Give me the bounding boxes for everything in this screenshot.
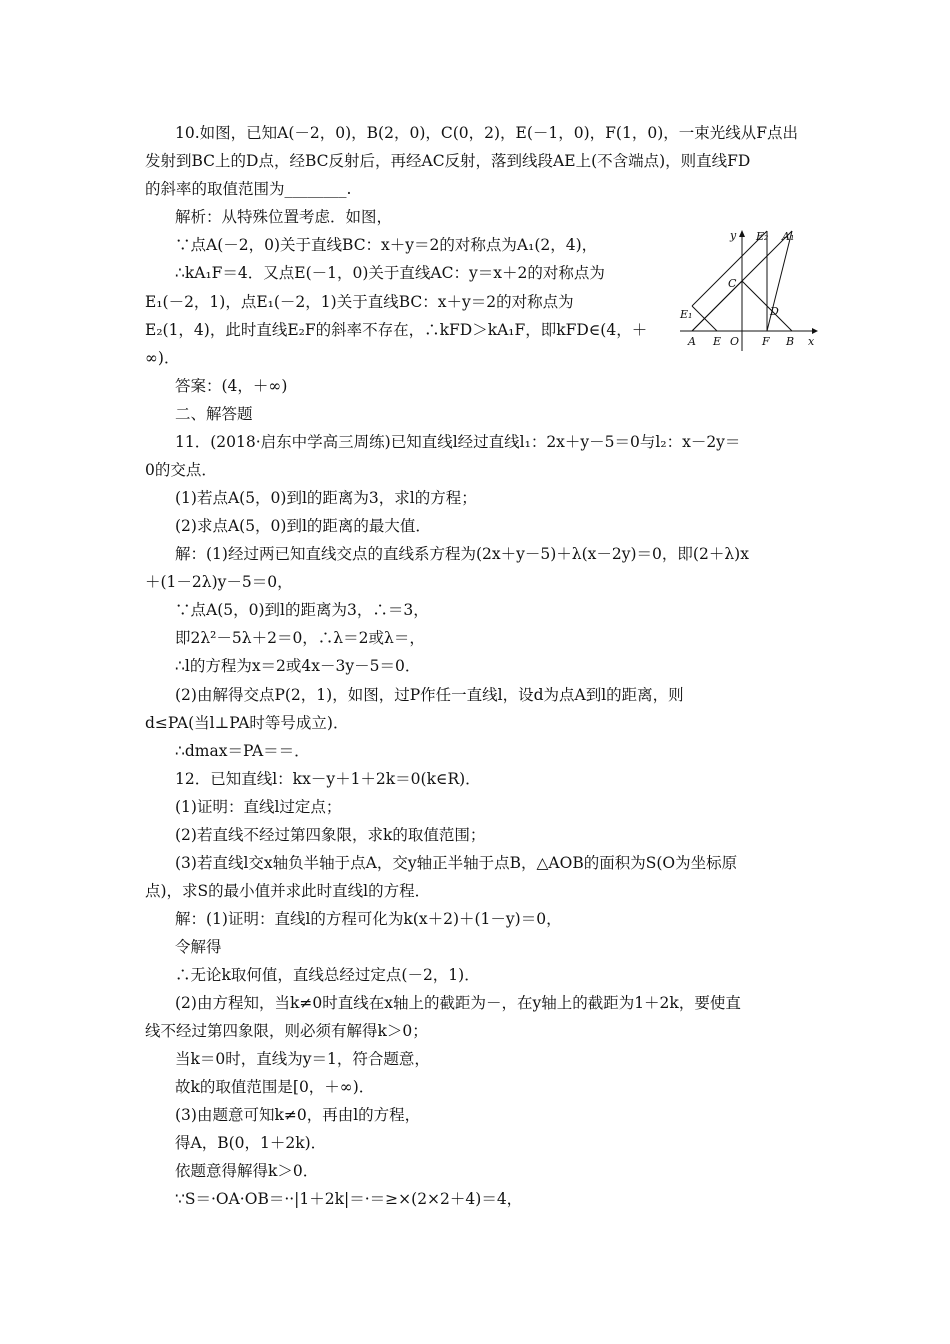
text-line: ∵S＝·OA·OB＝··|1＋2k|＝·＝≥×(2×2＋4)＝4， — [175, 1190, 523, 1208]
text-line: 11．(2018·启东中学高三周练)已知直线l经过直线l₁：2x＋y－5＝0与l₂：x－2y＝ — [175, 433, 741, 451]
text-line: 线不经过第四象限，则必须有解得k＞0； — [145, 1022, 428, 1040]
text-line: 12．已知直线l：kx－y＋1＋2k＝0(k∈R)． — [175, 770, 481, 788]
label-a1: A₁ — [782, 230, 795, 243]
x-axis-arrow — [812, 328, 818, 334]
reflection-diagram — [670, 225, 820, 375]
y-axis-arrow — [739, 230, 745, 237]
text-line: ∵点A(－2，0)关于直线BC：x＋y＝2的对称点为A₁(2，4)， — [175, 236, 598, 254]
text-line: 当k＝0时，直线为y＝1，符合题意， — [175, 1050, 430, 1068]
text-line: ∵点A(5，0)到l的距离为3，∴＝3， — [175, 601, 429, 619]
text-line: (2)由解得交点P(2，1)，如图，过P作任一直线l，设d为点A到l的距离，则 — [175, 686, 684, 704]
text-line: 二、解答题 — [175, 405, 253, 423]
text-line: ∴l的方程为x＝2或4x－3y－5＝0． — [175, 657, 421, 675]
text-line: 解：(1)证明：直线l的方程可化为k(x＋2)＋(1－y)＝0， — [175, 910, 562, 928]
text-line: 点)，求S的最小值并求此时直线l的方程． — [145, 882, 431, 900]
label-f: F — [762, 335, 770, 348]
text-line: 答案：(4，＋∞) — [175, 377, 288, 395]
text-line: (3)由题意可知k≠0，再由l的方程， — [175, 1106, 421, 1124]
text-line: ∴kA₁F＝4．又点E(－1，0)关于直线AC：y＝x＋2的对称点为 — [175, 264, 605, 282]
label-x: x — [808, 335, 815, 348]
text-line: 解析：从特殊位置考虑．如图， — [175, 208, 393, 226]
text-line: (3)若直线l交x轴负半轴于点A，交y轴正半轴于点B，△AOB的面积为S(O为坐标原 — [175, 854, 738, 872]
text-line: 的斜率的取值范围为________. — [145, 180, 352, 198]
text-line: 得A，B(0，1＋2k)． — [175, 1134, 327, 1152]
label-a: A — [688, 335, 696, 348]
text-line: ∴无论k取何值，直线总经过定点(－2，1)． — [175, 966, 480, 984]
label-b: B — [786, 335, 795, 348]
label-c: C — [728, 277, 737, 290]
text-line: E₁(－2，1)，点E₁(－2，1)关于直线BC：x＋y＝2的对称点为 — [145, 293, 574, 311]
text-line: (1)若点A(5，0)到l的距离为3，求l的方程； — [175, 489, 477, 507]
label-d: D — [770, 305, 779, 318]
text-line: ∴dmax＝PA＝＝． — [175, 742, 310, 760]
text-line: 解：(1)经过两已知直线交点的直线系方程为(2x＋y－5)＋λ(x－2y)＝0，即(2＋λ)x — [175, 545, 749, 563]
text-line: (2)若直线不经过第四象限，求k的取值范围； — [175, 826, 486, 844]
label-e1: E₁ — [680, 308, 693, 321]
label-y: y — [730, 229, 737, 242]
text-line: (1)证明：直线l过定点； — [175, 798, 342, 816]
label-e2: E₂ — [756, 230, 769, 243]
text-line: 即2λ²－5λ＋2＝0，∴λ＝2或λ＝， — [175, 629, 425, 647]
text-line: 令解得 — [175, 938, 222, 956]
text-line: d≤PA(当l⊥PA时等号成立)． — [145, 714, 349, 732]
text-line: ＋(1－2λ)y－5＝0， — [145, 573, 293, 591]
text-line: 10.如图，已知A(－2，0)，B(2，0)，C(0，2)，E(－1，0)，F(1，0)，一束光线从F点出 — [175, 124, 799, 142]
text-line: (2)由方程知，当k≠0时直线在x轴上的截距为－，在y轴上的截距为1＋2k，要使直 — [175, 994, 741, 1012]
text-line: E₂(1，4)，此时直线E₂F的斜率不存在，∴kFD＞kA₁F，即kFD∈(4，＋ — [145, 321, 648, 339]
text-line: 发射到BC上的D点，经BC反射后，再经AC反射，落到线段AE上(不含端点)，则直线FD — [145, 152, 751, 170]
text-line: (2)求点A(5，0)到l的距离的最大值． — [175, 517, 431, 535]
text-line: 故k的取值范围是[0，＋∞)． — [175, 1078, 375, 1096]
text-line: 0的交点． — [145, 461, 217, 479]
label-o: O — [730, 335, 740, 348]
text-line: 依题意得解得k＞0． — [175, 1162, 319, 1180]
label-e: E — [713, 335, 722, 348]
text-line: ∞)． — [145, 349, 180, 367]
